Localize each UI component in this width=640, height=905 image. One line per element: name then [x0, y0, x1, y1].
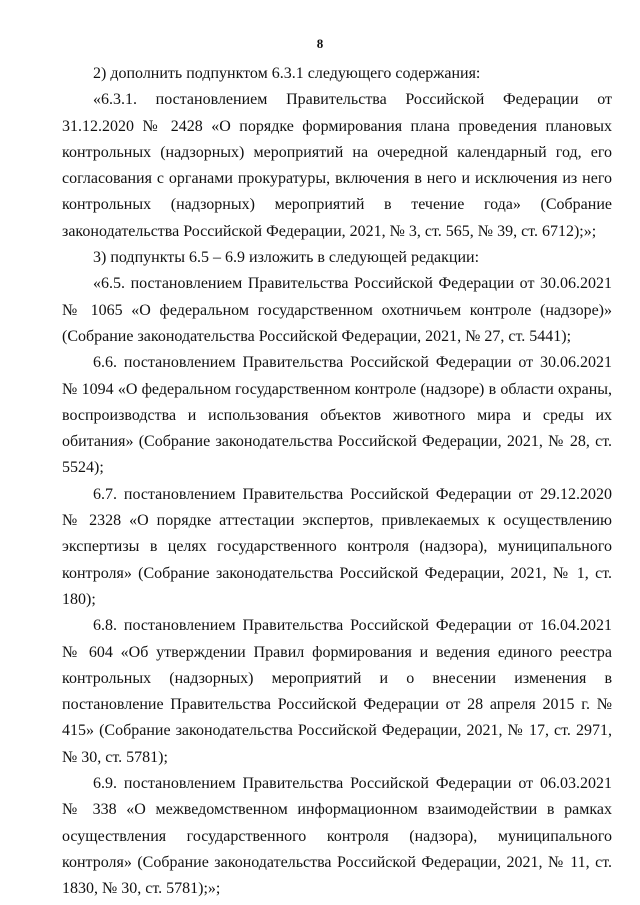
document-body: [62, 61, 612, 903]
page-number: 8: [316, 36, 324, 51]
paragraph-6-3-1: «6.3.1. постановлением Правительства Российской Федерации от 31.12.2020 № 2428 «О порядке формирования плана проведения плановых контрольных (надзорных) мероприятий на очередной календарный год, его согласования с органами прокуратуры, включения в него и исключения из него контрольных (надзорных) мероприятий в течение года» (Собрание законодательства Российской Федерации, 2021, № 3, ст. 565, № 39, ст. 6712);»;: [62, 91, 612, 240]
paragraph-6-6: 6.6. постановлением Правительства Российской Федерации от 30.06.2021 № 1094 «О федеральном государственном контроле (надзоре) в области охраны, воспроизводства и использования объектов животного мира и среды их обитания» (Собрание законодательства Российской Федерации, 2021, № 28, ст. 5524);: [62, 354, 612, 477]
paragraph-6-9: 6.9. постановлением Правительства Российской Федерации от 06.03.2021 № 338 «О межведомственном информационном взаимодействии в рамках осуществления государственного контроля (надзора), муниципального контроля» (Собрание законодательства Российской Федерации, 2021, № 11, ст. 1830, № 30, ст. 5781);»;: [62, 775, 612, 898]
paragraph-6-7: 6.7. постановлением Правительства Российской Федерации от 29.12.2020 № 2328 «О порядке аттестации экспертов, привлекаемых к осуществлению экспертизы в целях государственного контроля (надзора), муниципального контроля» (Собрание законодательства Российской Федерации, 2021, № 1, ст. 180);: [62, 485, 612, 608]
paragraph-6-5: «6.5. постановлением Правительства Российской Федерации от 30.06.2021 № 1065 «О федеральном государственном охотничьем контроле (надзоре)» (Собрание законодательства Российской Федерации, 2021, № 27, ст. 5441);: [62, 275, 612, 345]
paragraph-amendment-2: 2) дополнить подпунктом 6.3.1 следующего содержания:: [93, 65, 481, 82]
paragraph-6-8: 6.8. постановлением Правительства Российской Федерации от 16.04.2021 № 604 «Об утверждении Правил формирования и ведения единого реестра контрольных (надзорных) мероприятий и о внесении изменения в постановление Правительства Российской Федерации от 28 апреля 2015 г. № 415» (Собрание законодательства Российской Федерации, 2021, № 17, ст. 2971, № 30, ст. 5781);: [62, 617, 612, 766]
paragraph-amendment-3: 3) подпункты 6.5 – 6.9 изложить в следующей редакции:: [93, 249, 480, 267]
